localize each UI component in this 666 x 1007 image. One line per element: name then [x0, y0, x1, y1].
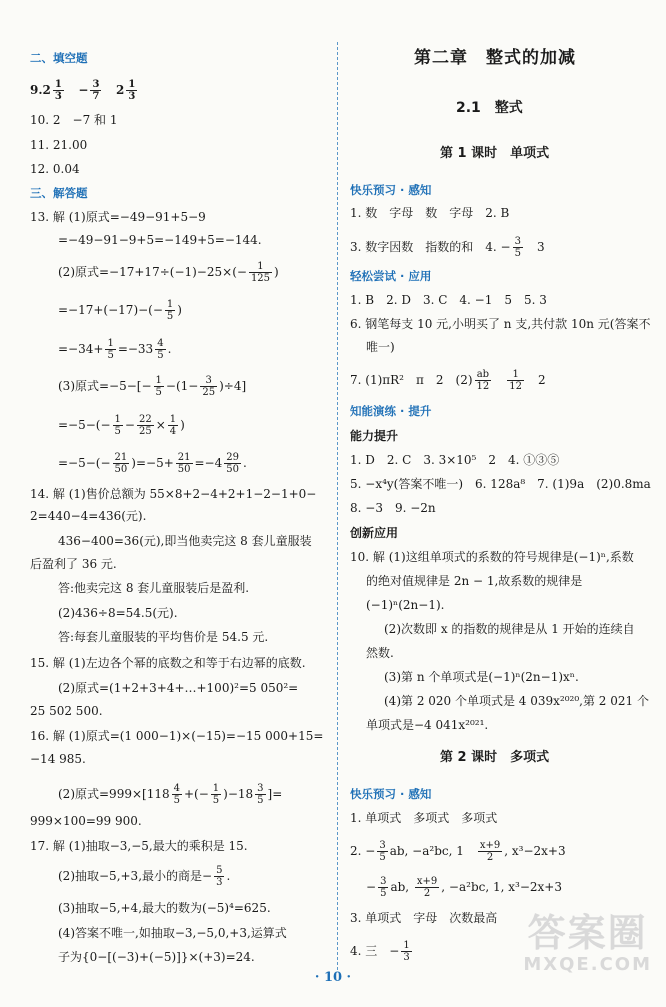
happy-preview-2: 快乐预习 · 感知	[350, 787, 432, 801]
q15-line-3: 25 502 500.	[30, 704, 103, 718]
lesson-2-title: 第 2 课时 多项式	[440, 750, 550, 765]
section-title: 2.1 整式	[456, 100, 523, 116]
q13-line-7: =−5−(− $\frac{1}{5}$ − $\frac{22}{25}$ × $\frac{1}{4}$ )	[58, 414, 185, 437]
r-line-12: 的绝对值规律是 2n − 1,故系数的规律是	[366, 574, 583, 588]
r-line-17: (4)第 2 020 个单项式是 4 039x²⁰²⁰,第 2 021 个	[384, 694, 649, 708]
r-line-1: 1. 数 字母 数 字母 2. B	[350, 206, 510, 220]
q13-line-3: (2)原式=−17+17÷(−1)−25×(− $\frac{1}{125}$ )	[58, 261, 279, 284]
r-line-13: (−1)ⁿ(2n−1).	[366, 598, 445, 612]
r-line-15: 然数.	[366, 646, 394, 660]
q13-line-6: (3)原式=−5−[− $\frac{1}{5}$ −(1− $\frac{3}{25}$ )÷4]	[58, 375, 247, 398]
r-line-5: 1. B 2. D 3. C 4. −1 5 5. 3	[350, 293, 547, 307]
r-line-6a: 6. 钢笔每支 10 元,小明买了 n 支,共付款 10n 元(答案不	[350, 317, 651, 331]
r-line-8: 1. D 2. C 3. 3×10⁵ 2 4. ①③⑤	[350, 453, 560, 467]
easy-try: 轻松尝试 · 应用	[350, 269, 432, 283]
q15-line-1: 15. 解 (1)左边各个幂的底数之和等于右边幂的底数.	[30, 656, 306, 670]
q14-line-5: 答:他卖完这 8 套儿童服装后是盈利.	[58, 581, 250, 595]
q10-line: 10. 2 −7 和 1	[30, 113, 118, 127]
q14-line-2: 2=440−4=436(元).	[30, 509, 147, 523]
r-line-16: (3)第 n 个单项式是(−1)ⁿ(2n−1)xⁿ.	[384, 670, 579, 684]
lesson-1-title: 第 1 课时 单项式	[440, 146, 550, 161]
q9-line: 9.2 $\frac{1}{3}$ − $\frac{3}{7}$ 2 $\frac{1}{3}$	[30, 79, 136, 102]
q13-line-2: =−49−91−9+5=−149+5=−144.	[58, 233, 262, 247]
q14-line-7: 答:每套儿童服装的平均售价是 54.5 元.	[58, 630, 269, 644]
r-line-9: 5. −x⁴y(答案不唯一) 6. 128a⁸ 7. (1)9a (2)0.8ma	[350, 477, 651, 491]
q16-line-1: 16. 解 (1)原式=(1 000−1)×(−15)=−15 000+15=	[30, 729, 324, 743]
q13-line-1: 13. 解 (1)原式=−49−91+5−9	[30, 210, 206, 224]
page-number: · 10 ·	[314, 970, 352, 985]
q14-line-6: (2)436÷8=54.5(元).	[58, 606, 178, 620]
q17-line-1: 17. 解 (1)抽取−3,−5,最大的乘积是 15.	[30, 839, 248, 853]
q17-line-5: 子为{0−[(−3)+(−5)]}×(+3)=24.	[58, 950, 255, 964]
q13-line-4: =−17+(−17)−(− $\frac{1}{5}$ )	[58, 299, 182, 322]
q17-line-4: (4)答案不唯一,如抽取−3,−5,0,+3,运算式	[58, 926, 287, 940]
r-line-11: 10. 解 (1)这组单项式的系数的符号规律是(−1)ⁿ,系数	[350, 550, 634, 564]
ability-heading: 能力提升	[350, 429, 399, 443]
fill-heading: 二、填空题	[30, 51, 88, 65]
r-line-20: 2. − $\frac{3}{5}$ ab, −a²bc, 1 $\frac{x+9}{2}$ , x³−2x+3	[350, 840, 566, 863]
r-line-18: 单项式是−4 041x²⁰²¹.	[366, 718, 489, 732]
r-line-19: 1. 单项式 多项式 多项式	[350, 811, 498, 825]
knowledge-practice: 知能演练 · 提升	[350, 404, 432, 418]
q17-line-3: (3)抽取−5,+4,最大的数为(−5)⁴=625.	[58, 901, 271, 915]
happy-preview-1: 快乐预习 · 感知	[350, 183, 432, 197]
q16-line-4: 999×100=99 900.	[30, 814, 142, 828]
q13-line-8: =−5−(− $\frac{21}{50}$ )=−5+ $\frac{21}{50}$ =−4 $\frac{29}{50}$ .	[58, 452, 247, 475]
r-line-14: (2)次数即 x 的指数的规律是从 1 开始的连续自	[384, 622, 635, 636]
q11-line: 11. 21.00	[30, 138, 88, 152]
chapter-title: 第二章 整式的加减	[414, 48, 576, 68]
q14-line-4: 后盈利了 36 元.	[30, 557, 117, 571]
q16-line-2: −14 985.	[30, 752, 86, 766]
column-divider	[337, 42, 338, 970]
q14-line-3: 436−400=36(元),即当他卖完这 8 套儿童服装	[58, 534, 312, 548]
q12-line: 12. 0.04	[30, 162, 80, 176]
q14-line-1: 14. 解 (1)售价总额为 55×8+2−4+2+1−2−1+0−	[30, 487, 317, 501]
r-line-22: 3. 单项式 字母 次数最高	[350, 911, 498, 925]
watermark-logo: 答案圈 MXQE.COM	[523, 911, 652, 975]
solve-heading: 三、解答题	[30, 186, 88, 200]
q13-line-5: =−34+ $\frac{1}{5}$ =−33 $\frac{4}{5}$ .	[58, 338, 172, 361]
q16-line-3: (2)原式=999×[118 $\frac{4}{5}$ +(− $\frac{1}{5}$ )−18 $\frac{3}{5}$ ]=	[58, 783, 283, 806]
r-line-23: 4. 三 − $\frac{1}{3}$	[350, 940, 410, 963]
r-line-10: 8. −3 9. −2n	[350, 501, 436, 515]
r-line-21: − $\frac{3}{5}$ ab, $\frac{x+9}{2}$ , −a²bc, 1, x³−2x+3	[366, 876, 562, 899]
innovation-heading: 创新应用	[350, 526, 399, 540]
q15-line-2: (2)原式=(1+2+3+4+…+100)²=5 050²=	[58, 681, 299, 695]
r-line-3: 3. 数字因数 指数的和 4. − $\frac{3}{5}$ 3	[350, 236, 545, 259]
q17-line-2: (2)抽取−5,+3,最小的商是− $\frac{5}{3}$ .	[58, 865, 231, 888]
r-line-6b: 唯一)	[366, 340, 395, 354]
r-line-7: 7. (1)πR² π 2 (2) $\frac{ab}{12}$ $\frac{1}{12}$ 2	[350, 369, 546, 392]
